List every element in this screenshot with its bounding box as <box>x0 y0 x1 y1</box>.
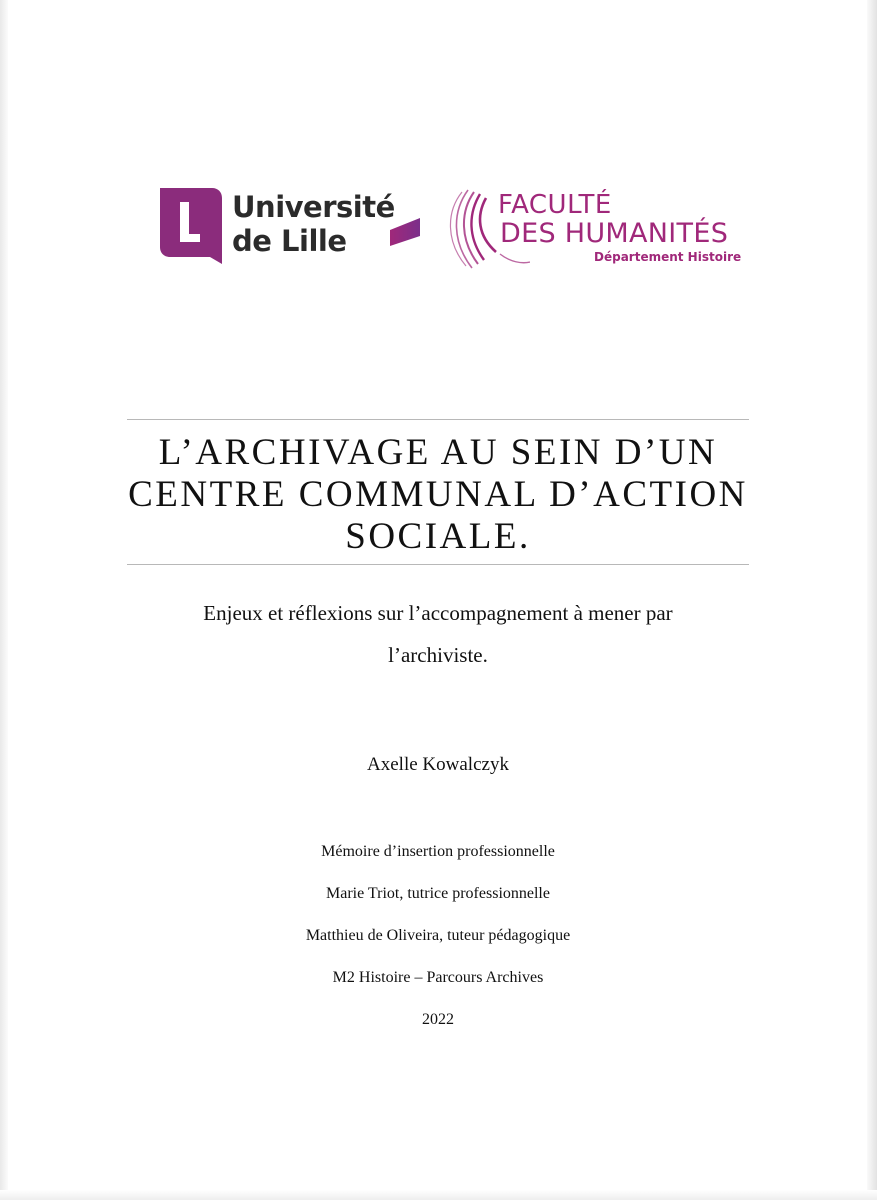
title-line: L’ARCHIVAGE AU SEIN D’UN <box>158 432 718 473</box>
page-edge <box>0 1190 877 1200</box>
universite-de-lille-logo <box>160 188 395 266</box>
document-type: Mémoire d’insertion professionnelle <box>321 843 555 860</box>
document-subtitle <box>127 592 749 676</box>
logo-connector-shape <box>390 216 424 248</box>
ulille-wordmark <box>232 190 395 258</box>
title-rule-top <box>127 419 749 420</box>
ulille-line1: Université <box>232 190 395 224</box>
document-info <box>127 840 749 1050</box>
page-edge <box>867 0 877 1200</box>
faculte-line2: DES HUMANITÉS <box>500 218 729 249</box>
ulille-line2: de Lille <box>232 224 347 258</box>
faculte-department: Département Histoire <box>594 250 742 264</box>
pedagogical-tutor: Matthieu de Oliveira, tuteur pédagogique <box>305 927 571 944</box>
year: 2022 <box>422 1011 454 1028</box>
ulille-emblem-icon <box>160 188 224 266</box>
subtitle-line: l’archiviste. <box>388 643 488 667</box>
faculte-des-humanites-logo <box>440 184 742 274</box>
program: M2 Histoire – Parcours Archives <box>332 969 544 986</box>
professional-tutor: Marie Triot, tutrice professionnelle <box>326 885 550 902</box>
title-line: SOCIALE. <box>345 516 531 557</box>
title-rule-bottom <box>127 564 749 565</box>
document-title <box>127 432 749 558</box>
author-name: Axelle Kowalczyk <box>367 754 509 775</box>
page-edge <box>0 0 8 1200</box>
faculte-line1: FACULTÉ <box>498 190 612 220</box>
title-line: CENTRE COMMUNAL D’ACTION <box>128 474 748 515</box>
subtitle-line: Enjeux et réflexions sur l’accompagnement à mener par <box>203 601 673 625</box>
